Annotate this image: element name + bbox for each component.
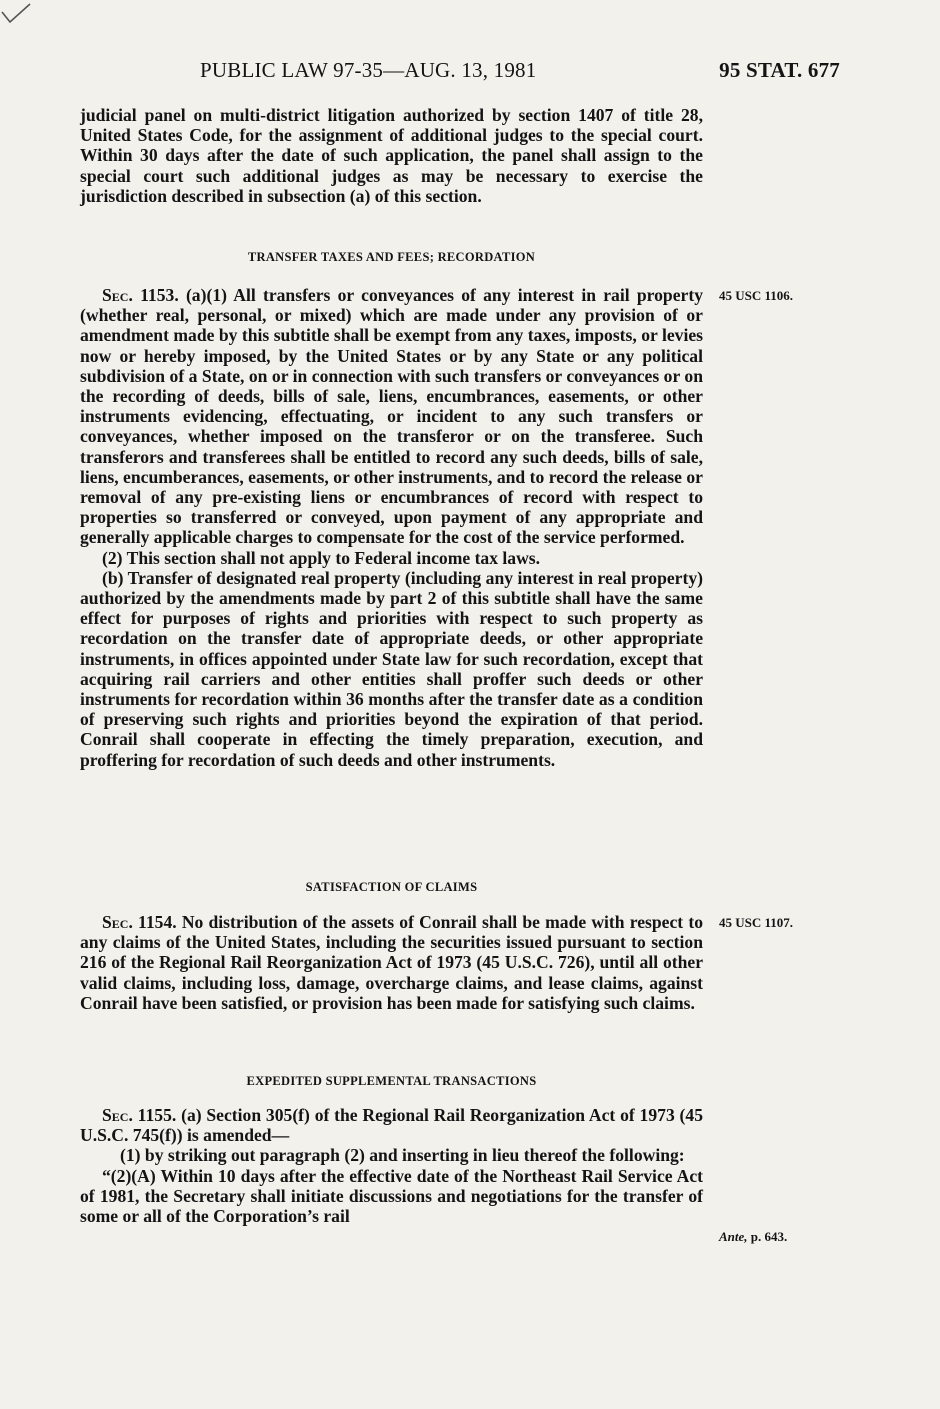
section-1155-a — [80, 1105, 703, 1145]
heading-expedited-transactions: EXPEDITED SUPPLEMENTAL TRANSACTIONS — [246, 1074, 537, 1088]
margin-note-45-usc-1107: 45 USC 1107. — [719, 915, 794, 930]
section-1154-block — [80, 912, 703, 1013]
section-1154-text: 1154. No distribution of the assets of Conrail shall be made with respect to any claims of the United States, including the securities issued pursuant to section 216 of the Regional Rail Reorganization Act of 1973 (45 U.S.C. 726), until all other valid claims, including loss, damage, overcharge claims, and lease claims, against Conrail have been satisfied, or provision has been made for satisfying such claims. — [80, 912, 703, 1013]
section-1153-a2: (2) This section shall not apply to Federal income tax laws. — [102, 547, 541, 568]
statute-page-number: 95 STAT. 677 — [719, 58, 840, 82]
public-law-title: PUBLIC LAW 97-35—AUG. 13, 1981 — [200, 58, 537, 82]
margin-note-ante-page: p. 643. — [747, 1229, 788, 1244]
section-1153-block — [80, 285, 703, 770]
margin-note-45-usc-1106: 45 USC 1106. — [719, 288, 794, 303]
section-1155-text: 1155. (a) Section 305(f) of the Regional Rail Reorganization Act of 1973 (45 U.S.C. 745(f)) is amended— — [80, 1105, 703, 1146]
section-1155-paragraph-1: (1) by striking out paragraph (2) and inserting in lieu thereof the following: — [120, 1145, 685, 1166]
section-1154 — [80, 912, 703, 1013]
section-1155-2A: “(2)(A) Within 10 days after the effective date of the Northeast Rail Service Act of 1981, the Secretary shall initiate discussions and negotiations for the transfer of some or all of the Corporation’s rail — [80, 1165, 703, 1227]
heading-satisfaction-of-claims: SATISFACTION OF CLAIMS — [305, 880, 478, 894]
intro-paragraph: judicial panel on multi-district litigation authorized by section 1407 of title 28, United States Code, for the assignment of additional judges to the special court. Within 30 days after the date of such application, the panel shall assign to the special court such additional judges as may be necessary to exercise the jurisdiction described in subsection (a) of this section. — [80, 105, 703, 206]
intro-paragraph-block — [80, 105, 703, 206]
margin-note-ante — [719, 1229, 787, 1245]
margin-note-ante-italic: Ante, — [719, 1229, 748, 1244]
section-label: Sec. — [102, 285, 133, 305]
heading-transfer-taxes: TRANSFER TAXES AND FEES; RECORDATION — [247, 250, 536, 264]
section-label: Sec. — [102, 912, 133, 932]
section-label: Sec. — [102, 1105, 133, 1125]
section-1153-b: (b) Transfer of designated real property (including any interest in real property) authorized by the amendments made by part 2 of this subtitle shall have the same effect for purposes of rights and priorities with respect to such property as recordation on the transfer date of appropriate deeds, or other appropriate instruments, in offices appointed under State law for such recordation, except that acquiring rail carriers and other entities shall proffer such deeds or other instruments for recordation within 36 months after the transfer date as a condition of preserving such rights and priorities beyond the expiration of that period. Conrail shall cooperate in effecting the timely preparation, execution, and proffering for recordation of such deeds and other instruments. — [80, 567, 703, 770]
page-header — [200, 58, 840, 88]
check-mark-icon — [0, 0, 40, 42]
section-1155-block — [80, 1105, 703, 1226]
section-1153-text: 1153. (a)(1) All transfers or conveyances of any interest in rail property (whether real, personal, or mixed) which are made under any provision of or amendment made by this subtitle shall be exempt from any taxes, imposts, or levies now or hereby imposed, by the United States or by any State or any political subdivision of a State, on or in connection with such transfers or conveyances or on the recording of deeds, bills of sale, liens, encumbrances, easements, or other instruments evidencing, effectuating, or incident to any such transfers or conveyances, whether imposed on the transferor or on the transferee. Such transferors and transferees shall be entitled to record any such deeds, bills of sale, liens, encumberances, easements, or other instruments, and to record the release or removal of any pre-existing liens or encumbrances of record with respect to properties so transferred or conveyed, upon payment of any appropriate and generally applicable charges to compensate for the cost of the service performed. — [80, 285, 703, 548]
section-1153-a1 — [80, 285, 703, 548]
